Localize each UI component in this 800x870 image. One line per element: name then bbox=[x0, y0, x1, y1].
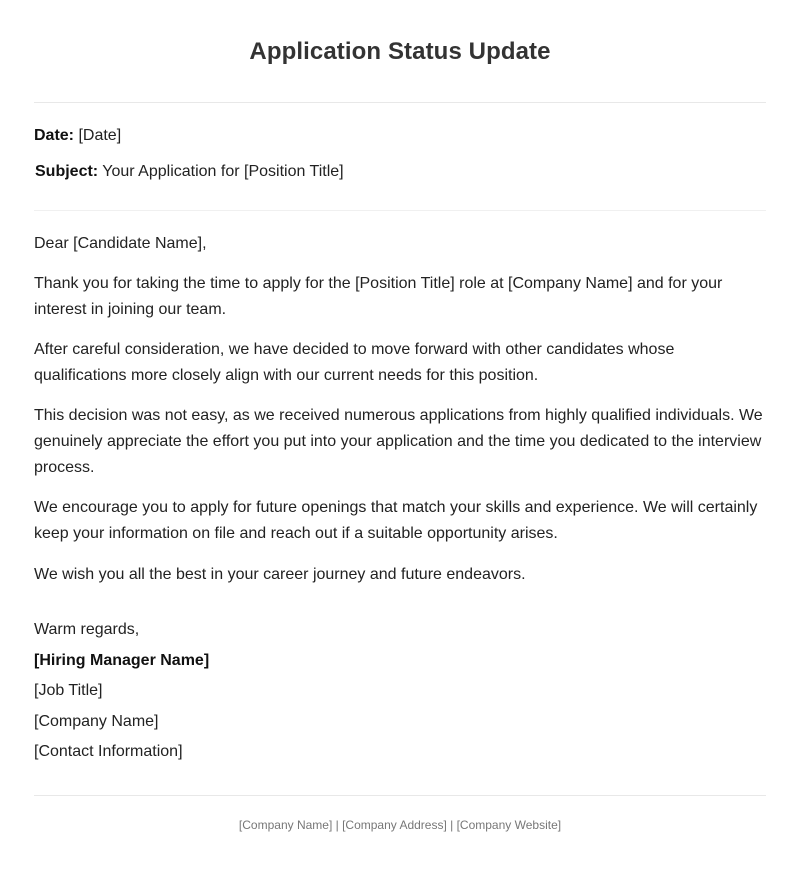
date-line bbox=[34, 127, 121, 145]
letter-paragraph: We encourage you to apply for future openings that match your skills and experience. We will certainly keep your information on file and reach out if a suitable opportunity arises. bbox=[34, 499, 758, 542]
footer-text: [Company Name] | [Company Address] | [Company Website] bbox=[238, 818, 562, 832]
letter-paragraph: We wish you all the best in your career journey and future endeavors. bbox=[34, 566, 526, 583]
letter-paragraph: This decision was not easy, as we received numerous applications from highly qualified individuals. We genuinely appreciate the effort you put into your application and the time you dedicated to the interview process. bbox=[34, 407, 763, 476]
date-label: Date: bbox=[34, 127, 75, 144]
page-title: Application Status Update bbox=[249, 38, 551, 65]
salutation: Dear [Candidate Name], bbox=[34, 235, 207, 252]
subject-label: Subject: bbox=[35, 163, 99, 180]
signature-job-title: [Job Title] bbox=[34, 682, 103, 699]
subject-value: Your Application for [Position Title] bbox=[98, 163, 344, 180]
footer-divider bbox=[34, 795, 766, 796]
letter-paragraph: Thank you for taking the time to apply for the [Position Title] role at [Company Name] and for your interest in joining our team. bbox=[34, 275, 723, 318]
date-value: [Date] bbox=[74, 127, 122, 144]
subject-line bbox=[35, 163, 344, 181]
signature-name: [Hiring Manager Name] bbox=[34, 652, 210, 669]
header-divider bbox=[34, 102, 766, 103]
letter-paragraph: After careful consideration, we have decided to move forward with other candidates whose qualifications more closely align with our current needs for this position. bbox=[34, 341, 675, 384]
signature-company: [Company Name] bbox=[34, 713, 159, 730]
signature-closing: Warm regards, bbox=[34, 621, 140, 638]
meta-divider bbox=[34, 210, 766, 211]
signature-contact: [Contact Information] bbox=[34, 743, 183, 760]
